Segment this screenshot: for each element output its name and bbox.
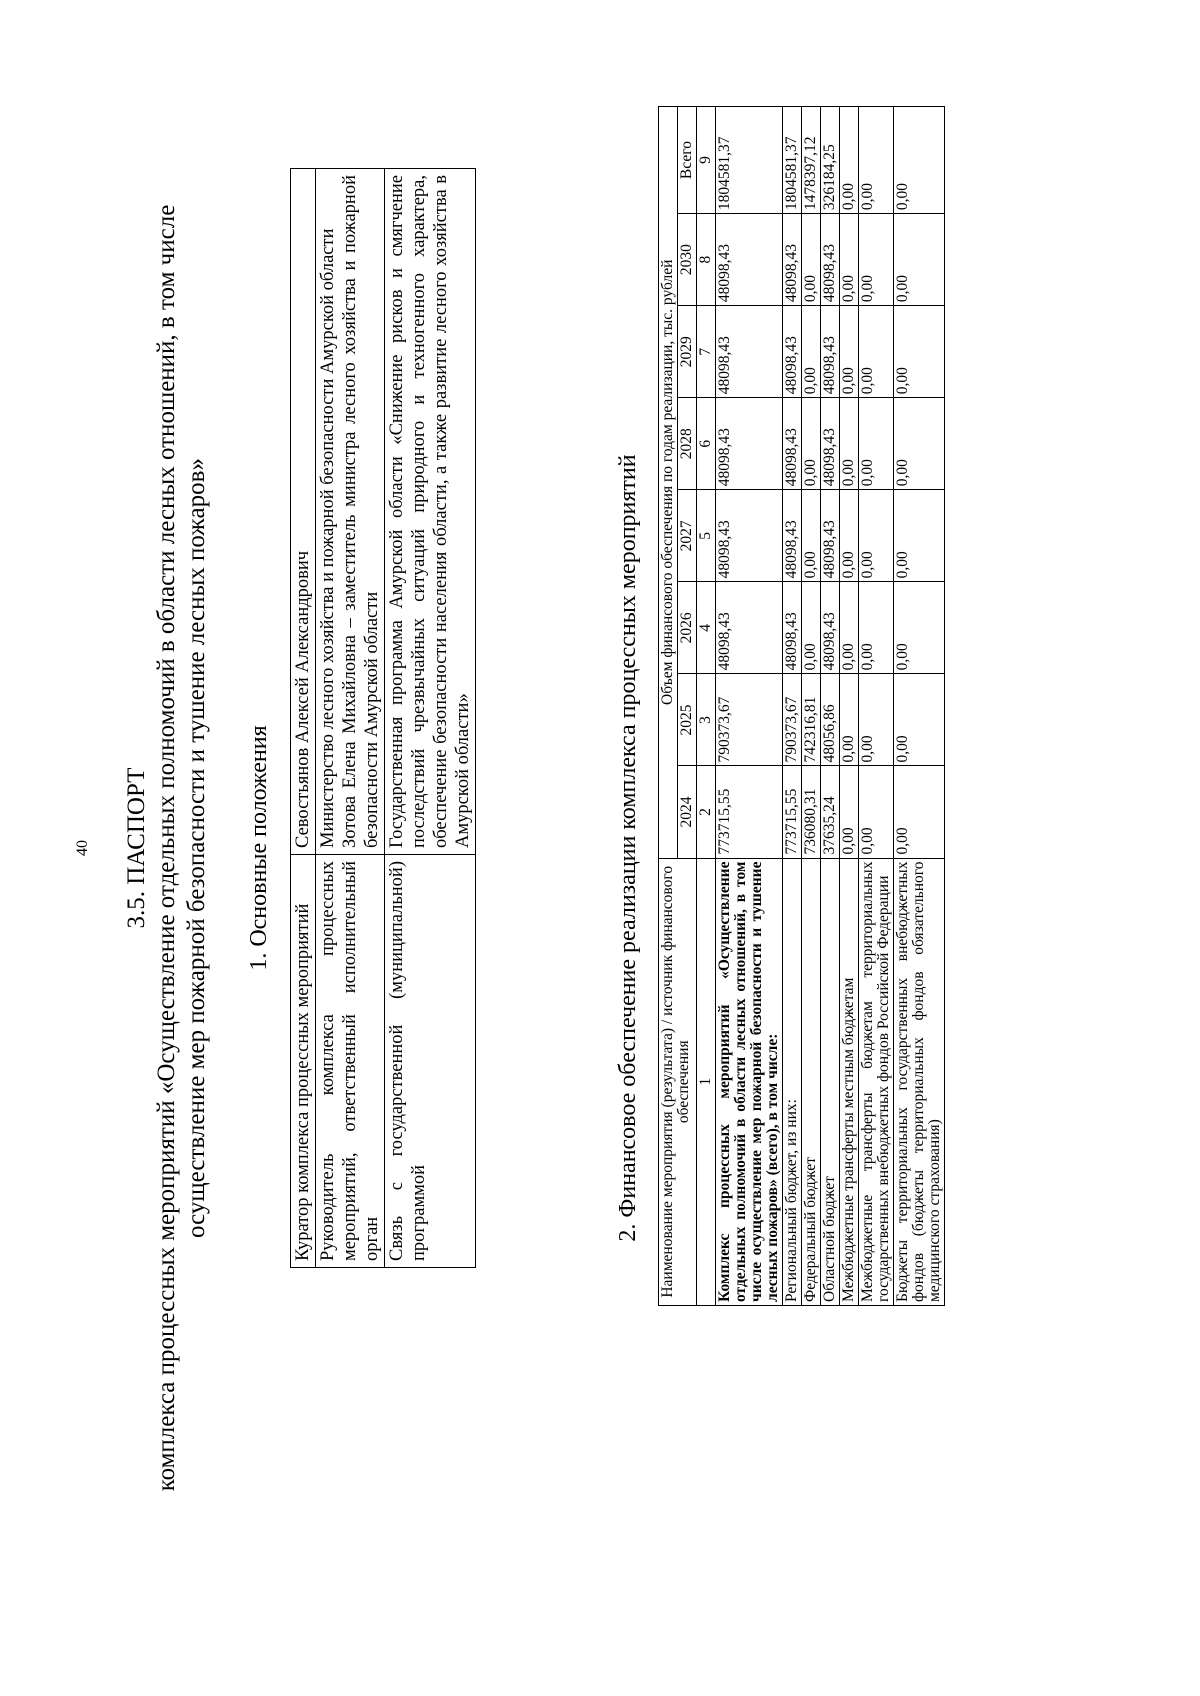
col-number: 9 [697,107,716,214]
table-row [291,169,316,1268]
row-value: 0,00 [894,766,945,858]
row-value: 48098,43 [783,582,802,674]
section2-heading: 2. Финансовое обеспечение реализации комплекса процессных мероприятий [615,454,641,1242]
col-number: 1 [697,858,716,1305]
row-value: 0,00 [840,214,859,306]
row-value: 0,00 [840,306,859,398]
row-value: Государственная программа Амурской области «Снижение рисков и смягчение последствий чрезвычайных ситуаций природного и техногенного характера, обеспечение безопасности населения области, а также развитие лесного хозяйства в Амурской области» [385,169,476,855]
col-number: 8 [697,214,716,306]
row-value-line: Министерство лесного хозяйства и пожарной безопасности Амурской области [318,228,338,848]
row-name: Комплекс процессных мероприятий «Осуществление отдельных полномочий в области лесных отношений, в том числе осуществление мер пожарной безопасности и тушение лесных пожаров» (всего), в том числе: [716,858,783,1305]
header-year: 2028 [678,398,697,490]
header-year: 2030 [678,214,697,306]
row-value: 0,00 [802,214,821,306]
table-row [840,107,859,1306]
row-value: 48098,43 [821,398,840,490]
row-value: 736080,31 [802,766,821,858]
col-number: 7 [697,306,716,398]
table-row [716,107,783,1306]
row-value: 0,00 [840,674,859,766]
row-value: 1804581,37 [716,107,783,214]
table-row [894,107,945,1306]
row-value: 0,00 [859,674,894,766]
row-name: Межбюджетные трансферты бюджетам территориальных государственных внебюджетных фондов Российской Федерации [859,858,894,1305]
section1-heading: 1. Основные положения [246,725,272,971]
row-value: 0,00 [802,306,821,398]
col-number: 6 [697,398,716,490]
row-value: 48098,43 [821,214,840,306]
header-row [659,107,678,1306]
table-row [802,107,821,1306]
title-line-1: 3.5. ПАСПОРТ [123,767,150,929]
row-name: Бюджеты территориальных государственных внебюджетных фондов (бюджеты территориальных фондов обязательного медицинского страхования) [894,858,945,1305]
table-row [859,107,894,1306]
row-value: 48098,43 [716,490,783,582]
row-value: 0,00 [840,766,859,858]
row-value: 0,00 [859,398,894,490]
row-value: 48098,43 [716,398,783,490]
page-number: 40 [74,840,91,856]
passport-title [122,68,212,1628]
row-value: 0,00 [894,582,945,674]
header-year: Всего [678,107,697,214]
row-value: 0,00 [894,107,945,214]
row-label: Связь с государственной (муниципальной) программой [385,855,476,1268]
row-value: 48098,43 [821,582,840,674]
table-row [385,169,476,1268]
row-value: 48098,43 [716,582,783,674]
rotated-page [74,68,1120,1628]
row-value [316,169,385,855]
table-row [821,107,840,1306]
header-group: Объем финансового обеспечения по годам реализации, тыс. рублей [659,107,678,859]
table-row [316,169,385,1268]
row-value: 0,00 [840,582,859,674]
row-value: 0,00 [894,674,945,766]
title-line-2: комплекса процессных мероприятий «Осуществление отдельных полномочий в области лесных отношений, в том числе [153,204,180,1492]
header-year: 2026 [678,582,697,674]
header-name: Наименование мероприятия (результата) / источник финансового обеспечения [659,858,697,1305]
row-value: 0,00 [802,582,821,674]
row-value: 48098,43 [783,398,802,490]
row-value: 773715,55 [783,766,802,858]
row-label: Куратор комплекса процессных мероприятий [291,855,316,1268]
header-year: 2027 [678,490,697,582]
row-value: 0,00 [859,214,894,306]
row-value: 37635,24 [821,766,840,858]
col-number: 4 [697,582,716,674]
row-value: 790373,67 [783,674,802,766]
header-year: 2025 [678,674,697,766]
row-value: 742316,81 [802,674,821,766]
row-value: 48098,43 [821,490,840,582]
row-value: 0,00 [859,582,894,674]
title-line-3: осуществление мер пожарной безопасности и тушение лесных пожаров» [183,458,210,1238]
row-name: Федеральный бюджет [802,858,821,1305]
financing-table [658,106,945,1306]
row-value: 0,00 [840,490,859,582]
row-value: 0,00 [802,490,821,582]
row-value: 48056,86 [821,674,840,766]
row-name: Межбюджетные трансферты местным бюджетам [840,858,859,1305]
row-label: Руководитель комплекса процессных мероприятий, ответственный исполнительный орган [316,855,385,1268]
col-number: 5 [697,490,716,582]
table-row [783,107,802,1306]
row-value: 0,00 [859,766,894,858]
row-value: 48098,43 [821,306,840,398]
header-year: 2024 [678,766,697,858]
col-number: 3 [697,674,716,766]
row-value: 0,00 [859,306,894,398]
row-value: 326184,25 [821,107,840,214]
row-value: 1478397,12 [802,107,821,214]
row-value: 0,00 [894,306,945,398]
row-value: Севостьянов Алексей Александрович [291,169,316,855]
row-value: 48098,43 [783,306,802,398]
row-value: 0,00 [859,490,894,582]
row-value: 0,00 [840,107,859,214]
row-value: 773715,55 [716,766,783,858]
row-value: 1804581,37 [783,107,802,214]
row-value: 48098,43 [783,214,802,306]
row-value: 0,00 [840,398,859,490]
basic-provisions-table [290,168,476,1268]
row-name: Областной бюджет [821,858,840,1305]
col-number: 2 [697,766,716,858]
financing-rows [716,107,945,1306]
header-year: 2029 [678,306,697,398]
row-value: 48098,43 [716,214,783,306]
row-value: 48098,43 [716,306,783,398]
row-value: 0,00 [802,398,821,490]
row-value: 790373,67 [716,674,783,766]
row-value-line: Зотова Елена Михайловна – заместитель министра лесного хозяйства и пожарной безопасности Амурской области [340,175,382,848]
row-value: 48098,43 [783,490,802,582]
row-value: 0,00 [894,214,945,306]
row-value: 0,00 [894,398,945,490]
row-name: Региональный бюджет, из них: [783,858,802,1305]
column-numbers-row [697,107,716,1306]
row-value: 0,00 [894,490,945,582]
row-value: 0,00 [859,107,894,214]
